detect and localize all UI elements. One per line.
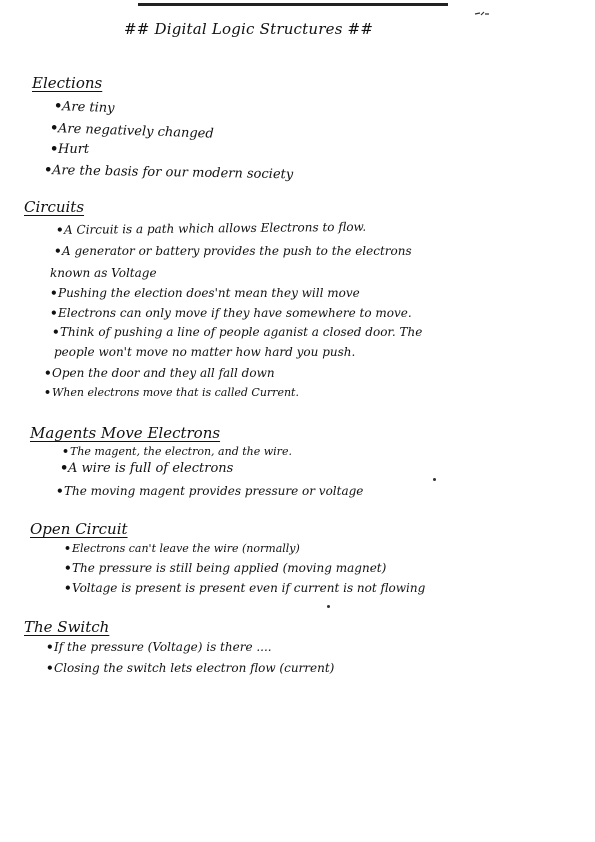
scan-mark-icon [474,11,490,17]
list-item: •A generator or battery provides the push to the electrons [54,244,412,258]
section-heading-open-circuit: Open Circuit [30,520,128,538]
list-item: •The moving magent provides pressure or voltage [56,484,364,498]
bullet-icon: • [52,325,60,339]
list-item: •Open the door and they all fall down [44,366,275,380]
section-heading-circuits: Circuits [24,198,85,216]
bullet-icon: • [50,286,58,300]
bullet-icon: • [49,121,59,137]
list-item: •Voltage is present is present even if current is not flowing [64,581,426,595]
list-item: •Closing the switch lets electron flow (current) [46,661,335,675]
bullet-icon: • [60,461,69,476]
list-item: •The pressure is still being applied (moving magnet) [64,561,387,575]
bullet-icon: • [62,445,70,458]
list-item: •Electrons can't leave the wire (normally) [64,542,300,555]
bullet-icon: • [50,142,59,157]
list-item: known as Voltage [50,266,157,280]
ink-speck [433,478,436,481]
list-item: •The magent, the electron, and the wire. [62,445,292,458]
list-item: •Are the basis for our modern society [43,163,294,183]
section-heading-the-switch: The Switch [24,618,110,636]
list-item: •A Circuit is a path which allows Electrons to flow. [55,219,367,237]
bullet-icon: • [64,542,72,555]
bullet-icon: • [50,306,58,320]
list-item: •Pushing the election does'nt mean they will move [50,286,360,300]
bullet-icon: • [64,581,72,595]
bullet-icon: • [56,484,64,498]
list-item: •Electrons can only move if they have somewhere to move. [50,306,412,320]
bullet-icon: • [46,661,54,675]
list-item: •Are negatively changed [49,121,214,142]
bullet-icon: • [46,640,54,654]
ink-speck [327,605,330,608]
list-item: •If the pressure (Voltage) is there .... [46,640,272,654]
list-item: people won't move no matter how hard you push. [54,345,356,359]
section-heading-elections: Elections [32,74,103,92]
page-title: ## Digital Logic Structures ## [124,20,374,38]
list-item: •Hurt [50,142,90,157]
list-item: •When electrons move that is called Current. [44,386,299,399]
bullet-icon: • [64,561,72,575]
bullet-icon: • [53,99,63,115]
bullet-icon: • [44,386,52,399]
bullet-icon: • [43,163,53,179]
bullet-icon: • [54,244,62,258]
page-top-edge [138,3,448,6]
list-item: •Think of pushing a line of people aganist a closed door. The [52,325,423,339]
bullet-icon: • [55,222,64,237]
list-item: •A wire is full of electrons [60,461,234,476]
section-heading-magents-move-electrons: Magents Move Electrons [30,424,221,442]
bullet-icon: • [44,366,52,380]
list-item: •Are tiny [53,99,115,117]
